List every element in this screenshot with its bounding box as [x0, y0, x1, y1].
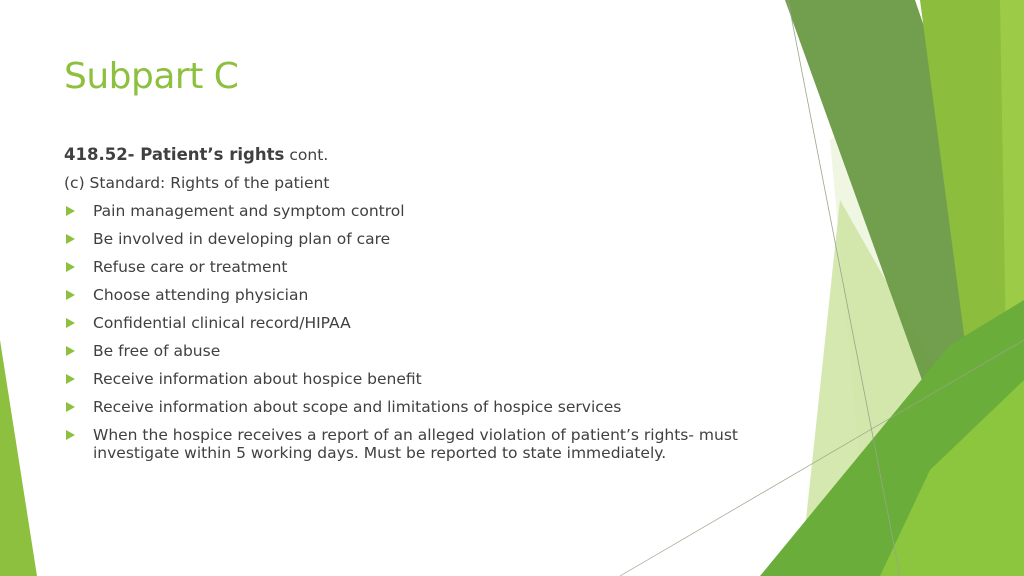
triangle-arrow-icon — [66, 346, 75, 356]
bullet-item: Receive information about hospice benefit — [64, 365, 784, 393]
bullet-item: Confidential clinical record/HIPAA — [64, 309, 784, 337]
triangle-arrow-icon — [66, 430, 75, 440]
bullet-item: Pain management and symptom control — [64, 197, 784, 225]
triangle-arrow-icon — [66, 318, 75, 328]
bullet-item: Choose attending physician — [64, 281, 784, 309]
slide-title: Subpart C — [64, 56, 239, 97]
standard-subheading: (c) Standard: Rights of the patient — [64, 174, 330, 192]
triangle-arrow-icon — [66, 206, 75, 216]
triangle-arrow-icon — [66, 402, 75, 412]
rights-bullet-list — [64, 197, 784, 462]
left-sliver-shape — [0, 340, 37, 576]
triangle-arrow-icon — [66, 374, 75, 384]
section-heading — [64, 141, 784, 169]
bullet-item: Refuse care or treatment — [64, 253, 784, 281]
triangle-arrow-icon — [66, 290, 75, 300]
section-heading-main: 418.52- Patient’s rights — [64, 145, 285, 164]
triangle-arrow-icon — [66, 234, 75, 244]
bullet-item: Be free of abuse — [64, 337, 784, 365]
triangle-arrow-icon — [66, 262, 75, 272]
bullet-item: Be involved in developing plan of care — [64, 225, 784, 253]
bullet-item: When the hospice receives a report of an alleged violation of patient’s rights- must investigate within 5 working days. Must be reported to state immediately. — [64, 421, 784, 462]
bullet-item: Receive information about scope and limitations of hospice services — [64, 393, 784, 421]
slide-body — [64, 141, 784, 462]
section-heading-suffix: cont. — [289, 146, 329, 164]
